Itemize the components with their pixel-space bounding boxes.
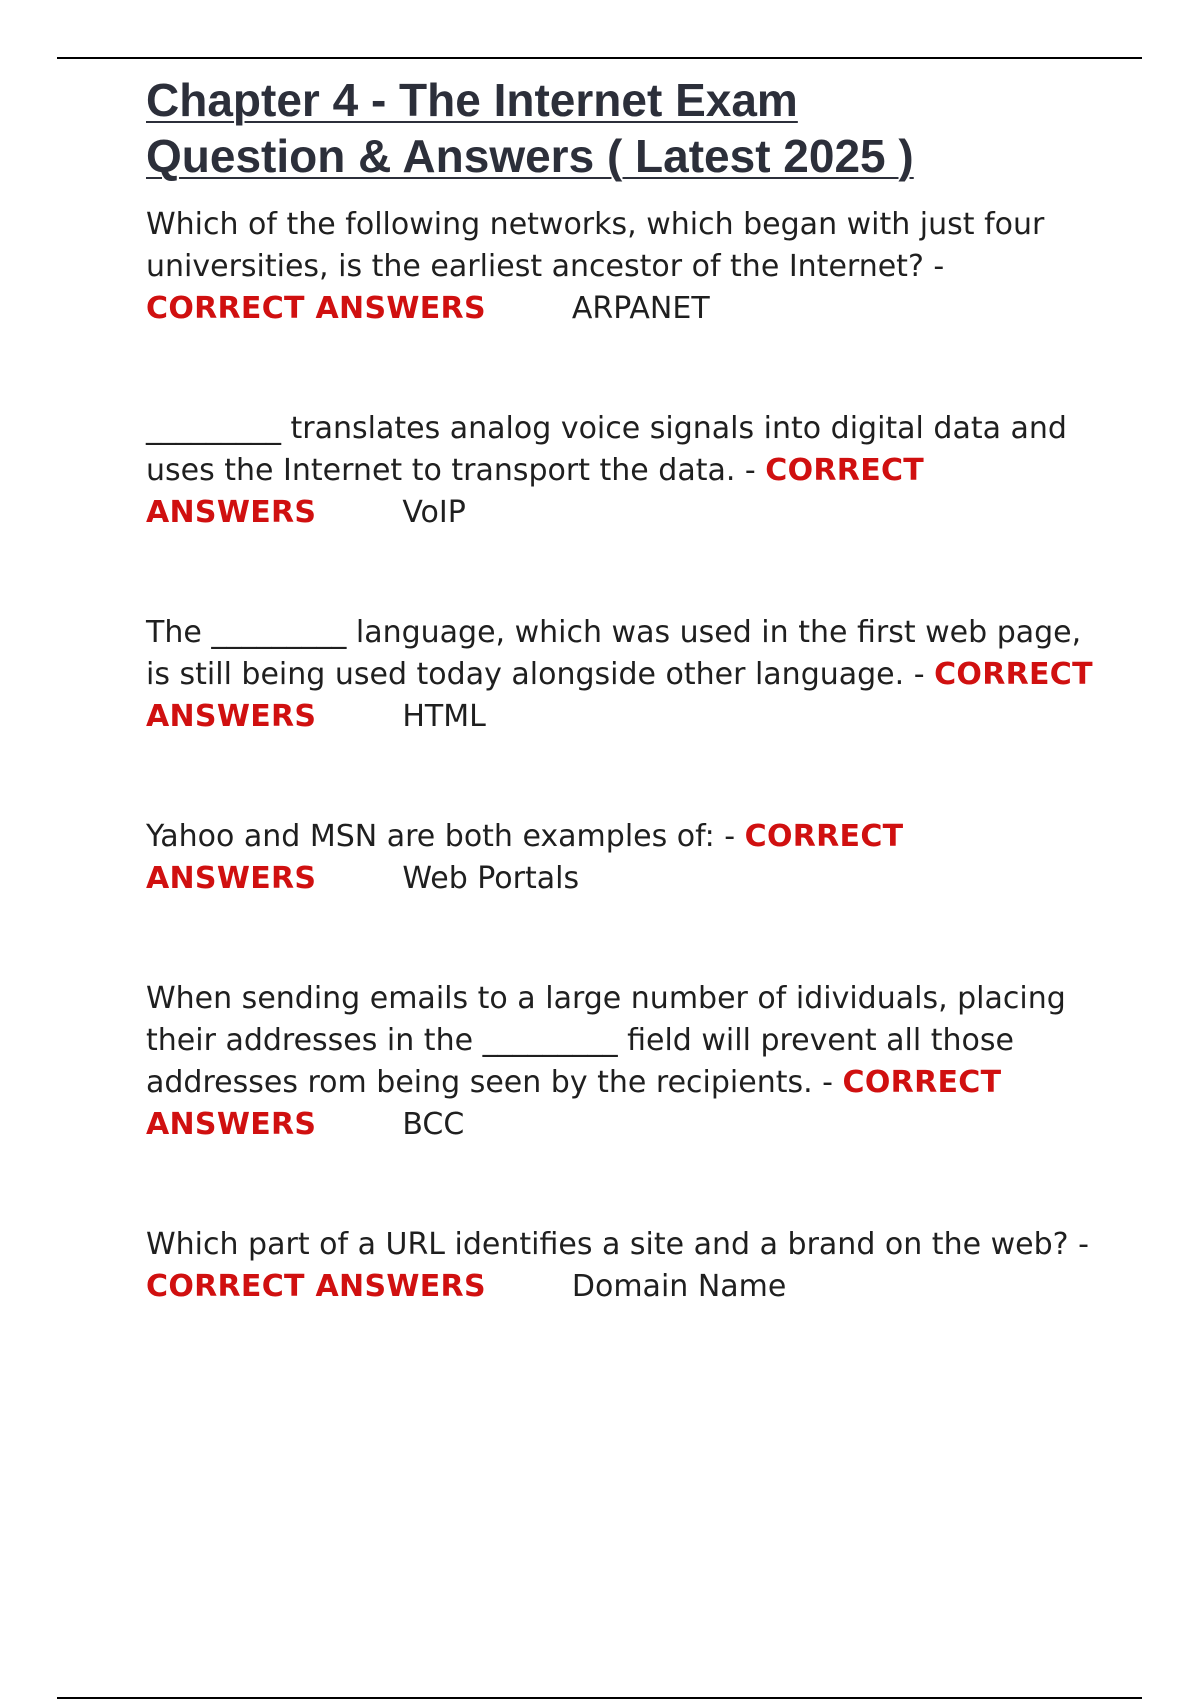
- qa-item-2: [146, 408, 1096, 534]
- correct-answers-label: CORRECT ANSWERS: [146, 657, 1093, 734]
- question-text: The _________ language, which was used in the first web page, is still being used today alongside other language. -: [146, 615, 1082, 692]
- qa-item-4: [146, 816, 1096, 900]
- answer-text: Web Portals: [402, 861, 580, 896]
- document-body: [146, 72, 1096, 1308]
- qa-item-5: [146, 978, 1096, 1146]
- answer-text: Domain Name: [571, 1269, 787, 1304]
- answer-text: BCC: [402, 1107, 465, 1142]
- title-line-2: Question & Answers ( Latest 2025 ): [146, 130, 914, 182]
- question-text: When sending emails to a large number of idividuals, placing their addresses in the _________ field will prevent all those addresses rom being seen by the recipients. -: [146, 981, 1066, 1100]
- correct-answers-label: CORRECT ANSWERS: [146, 453, 925, 530]
- question-text: Which of the following networks, which began with just four universities, is the earliest ancestor of the Internet? -: [146, 207, 1045, 284]
- answer-text: HTML: [402, 699, 486, 734]
- qa-item-6: [146, 1224, 1096, 1308]
- question-text: _________ translates analog voice signals into digital data and uses the Internet to transport the data. -: [146, 411, 1067, 488]
- correct-answers-label: CORRECT ANSWERS: [146, 1065, 1002, 1142]
- top-rule: [57, 57, 1142, 59]
- answer-text: VoIP: [402, 495, 466, 530]
- correct-answers-label: CORRECT ANSWERS: [146, 1269, 486, 1304]
- question-text: Yahoo and MSN are both examples of: -: [146, 819, 745, 854]
- correct-answers-label: CORRECT ANSWERS: [146, 291, 486, 326]
- title-line-1: Chapter 4 - The Internet Exam: [146, 74, 798, 126]
- question-text: Which part of a URL identifies a site and a brand on the web? -: [146, 1227, 1089, 1262]
- bottom-rule: [57, 1697, 1142, 1699]
- qa-item-3: [146, 612, 1096, 738]
- answer-text: ARPANET: [571, 291, 710, 326]
- correct-answers-label: CORRECT ANSWERS: [146, 819, 904, 896]
- qa-item-1: [146, 204, 1096, 330]
- document-title: [146, 72, 1096, 184]
